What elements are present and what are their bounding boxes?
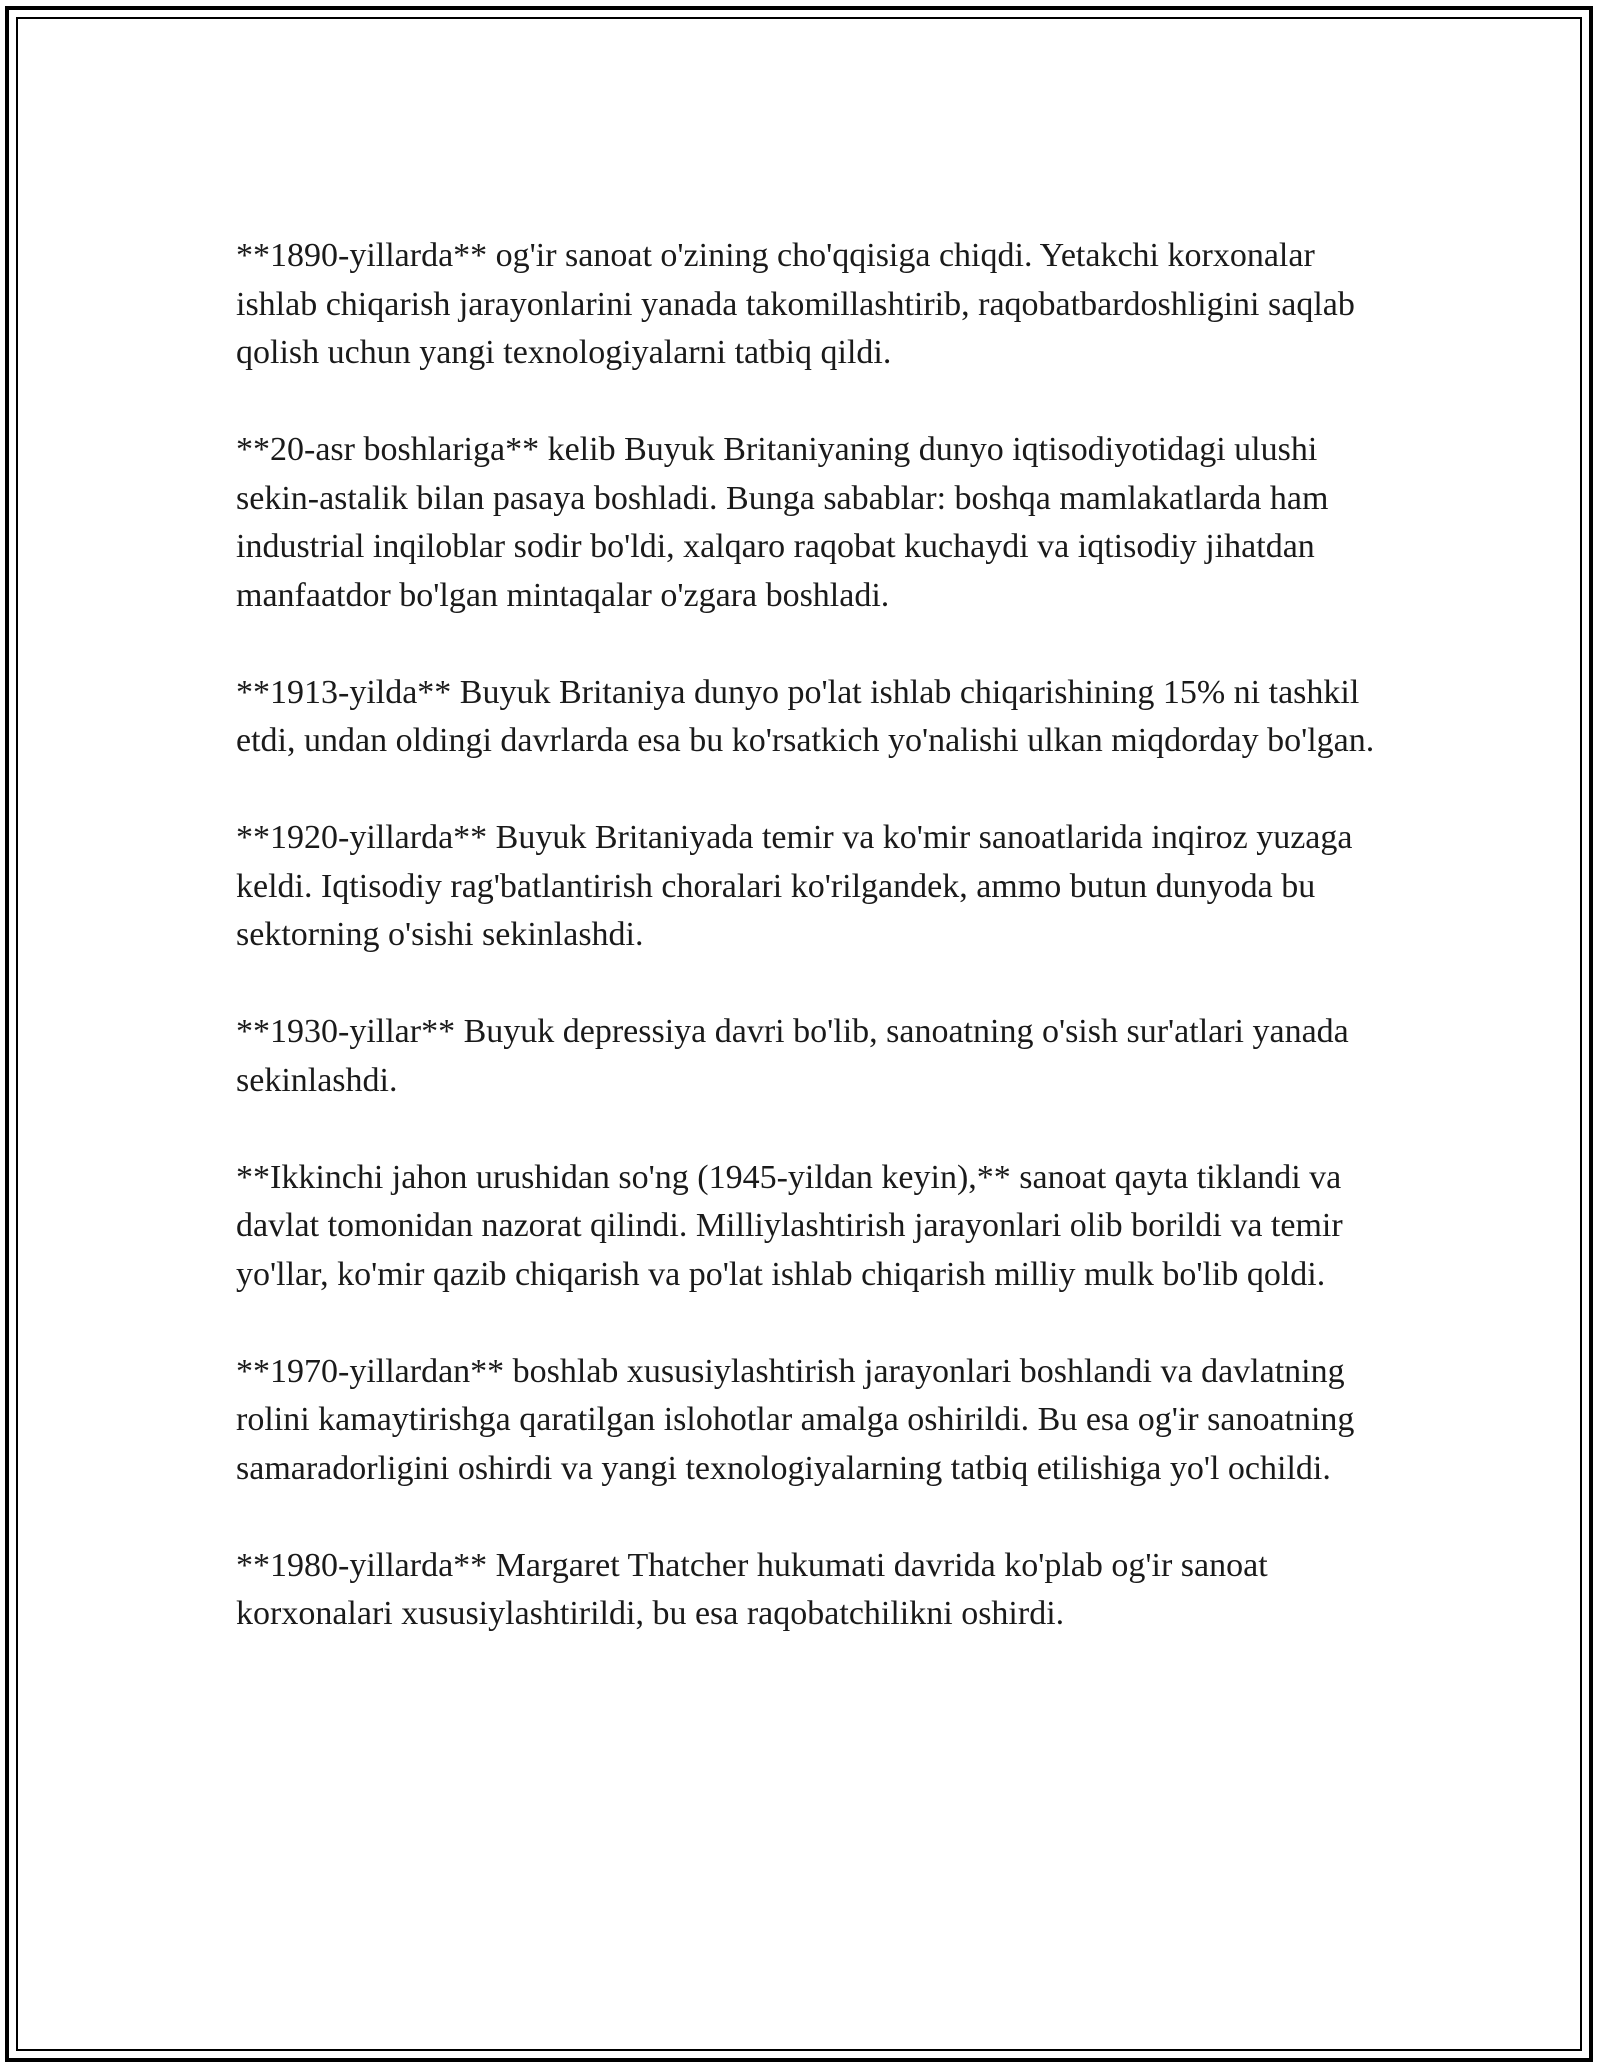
paragraph-1970s: **1970-yillardan** boshlab xususiylashtirish jarayonlari boshlandi va davlatning rolini kamaytirishga qaratilgan islohotlar amalga oshirildi. Bu esa og'ir sanoatning samaradorligini oshirdi va yangi texnologiyalarning tatbiq etilishiga yo'l ochildi.: [236, 1352, 1355, 1487]
paragraph-post-wwii: **Ikkinchi jahon urushidan so'ng (1945-yildan keyin),** sanoat qayta tiklandi va davlat tomonidan nazorat qilindi. Milliylashtirish jarayonlari olib borildi va temir yo'llar, ko'mir qazib chiqarish va po'lat ishlab chiqarish milliy mulk bo'lib qoldi.: [236, 1158, 1343, 1293]
paragraph-1913: **1913-yilda** Buyuk Britaniya dunyo po'lat ishlab chiqarishining 15% ni tashkil etdi, undan oldingi davrlarda esa bu ko'rsatkich yo'nalishi ulkan miqdorday bo'lgan.: [236, 673, 1375, 759]
document-body: [236, 232, 1376, 1687]
paragraph-1930s: **1930-yillar** Buyuk depressiya davri bo'lib, sanoatning o'sish sur'atlari yanada sekinlashdi.: [236, 1013, 1349, 1099]
paragraph-1920s: **1920-yillarda** Buyuk Britaniyada temir va ko'mir sanoatlarida inqiroz yuzaga keldi. Iqtisodiy rag'batlantirish choralari ko'rilgandek, ammo butun dunyoda bu sektorning o'sishi sekinlashdi.: [236, 819, 1353, 953]
paragraph-1980s: **1980-yillarda** Margaret Thatcher hukumati davrida ko'plab og'ir sanoat korxonalari xususiylashtirildi, bu esa raqobatchilikni oshirdi.: [236, 1546, 1268, 1632]
paragraph-1890s: **1890-yillarda** og'ir sanoat o'zining cho'qqisiga chiqdi. Yetakchi korxonalar ishlab chiqarish jarayonlarini yanada takomillashtirib, raqobatbardoshligini saqlab qolish uchun yangi texnologiyalarni tatbiq qildi.: [236, 237, 1355, 371]
paragraph-early-20th-century: **20-asr boshlariga** kelib Buyuk Britaniyaning dunyo iqtisodiyotidagi ulushi sekin-astalik bilan pasaya boshladi. Bunga sabablar: boshqa mamlakatlarda ham industrial inqiloblar sodir bo'ldi, xalqaro raqobat kuchaydi va iqtisodiy jihatdan manfaatdor bo'lgan mintaqalar o'zgara boshladi.: [236, 431, 1329, 614]
